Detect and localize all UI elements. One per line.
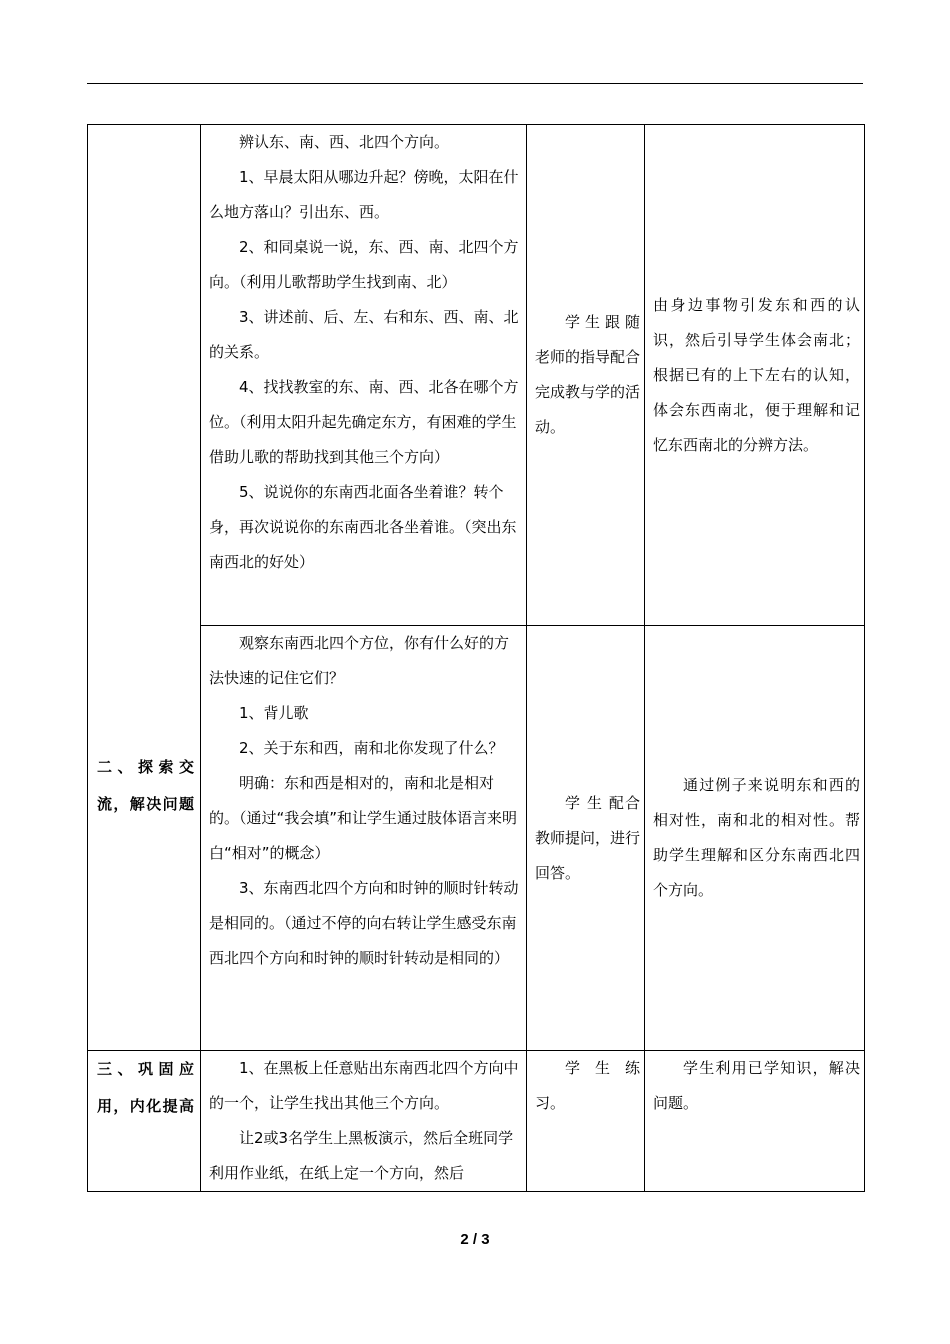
header-rule: [87, 83, 863, 84]
table-row: [88, 626, 865, 1051]
content-cell: [201, 626, 527, 1051]
design-intent-cell: [645, 626, 865, 1051]
student-activity-text: 学 生 练习。: [535, 1059, 640, 1112]
design-intent-cell: [645, 125, 865, 626]
design-intent-cell: [645, 1051, 865, 1192]
content-line: 1、在黑板上任意贴出东南西北四个方向中的一个，让学生找出其他三个方向。: [209, 1059, 519, 1112]
content-line: 明确：东和西是相对的，南和北是相对的。（通过“我会填”和让学生通过肢体语言来明白“相对”的概念）: [209, 774, 518, 862]
stage-cell: [88, 1051, 201, 1192]
content-line: 5、说说你的东南西北面各坐着谁？转个身，再次说说你的东南西北各坐着谁。（突出东南西北的好处）: [209, 483, 517, 571]
student-activity-cell: [527, 125, 645, 626]
content-line: 让2或3名学生上黑板演示，然后全班同学利用作业纸，在纸上定一个方向，然后: [209, 1129, 514, 1182]
student-activity-text: 学 生 跟 随老师的指导配合完成教与学的活动。: [535, 313, 641, 436]
content-cell: [201, 125, 527, 626]
content-line: 观察东南西北四个方位，你有什么好的方法快速的记住它们？: [209, 634, 510, 687]
content-line: 2、和同桌说一说，东、西、南、北四个方向。（利用儿歌帮助学生找到南、北）: [209, 238, 519, 291]
design-intent-text: 通过例子来说明东和西的相对性，南和北的相对性。帮助学生理解和区分东南西北四个方向。: [653, 776, 860, 899]
content-line: 辨认东、南、西、北四个方向。: [239, 133, 450, 151]
stage-label: 三、巩固应用，内化提高: [97, 1060, 194, 1115]
stage-cell: [88, 125, 201, 1051]
content-line: 2、关于东和西，南和北你发现了什么？: [239, 739, 504, 757]
content-line: 3、东南西北四个方向和时钟的顺时针转动是相同的。（通过不停的向右转让学生感受东南西北四个方向和时钟的顺时针转动是相同的）: [209, 879, 519, 967]
content-cell: [201, 1051, 527, 1192]
content-line: 3、讲述前、后、左、右和东、西、南、北的关系。: [209, 308, 519, 361]
table-row: [88, 1051, 865, 1192]
content-line: 4、找找教室的东、南、西、北各在哪个方位。（利用太阳升起先确定东方，有困难的学生借助儿歌的帮助找到其他三个方向）: [209, 378, 519, 466]
student-activity-text: 学 生 配合教师提问，进行回答。: [535, 793, 641, 882]
stage-label: 二、探索交流，解决问题: [97, 757, 194, 813]
design-intent-text: 学生利用已学知识，解决问题。: [653, 1059, 860, 1112]
design-intent-text: 由身边事物引发东和西的认识，然后引导学生体会南北；根据已有的上下左右的认知，体会东西南北，便于理解和记忆东西南北的分辨方法。: [653, 295, 860, 454]
table-row: [88, 125, 865, 626]
content-line: 1、早晨太阳从哪边升起？傍晚，太阳在什么地方落山？引出东、西。: [209, 168, 519, 221]
page-number: 2 / 3: [460, 1231, 490, 1248]
student-activity-cell: [527, 1051, 645, 1192]
content-line: 1、背儿歌: [239, 704, 309, 722]
student-activity-cell: [527, 626, 645, 1051]
lesson-plan-table: [87, 124, 865, 1192]
